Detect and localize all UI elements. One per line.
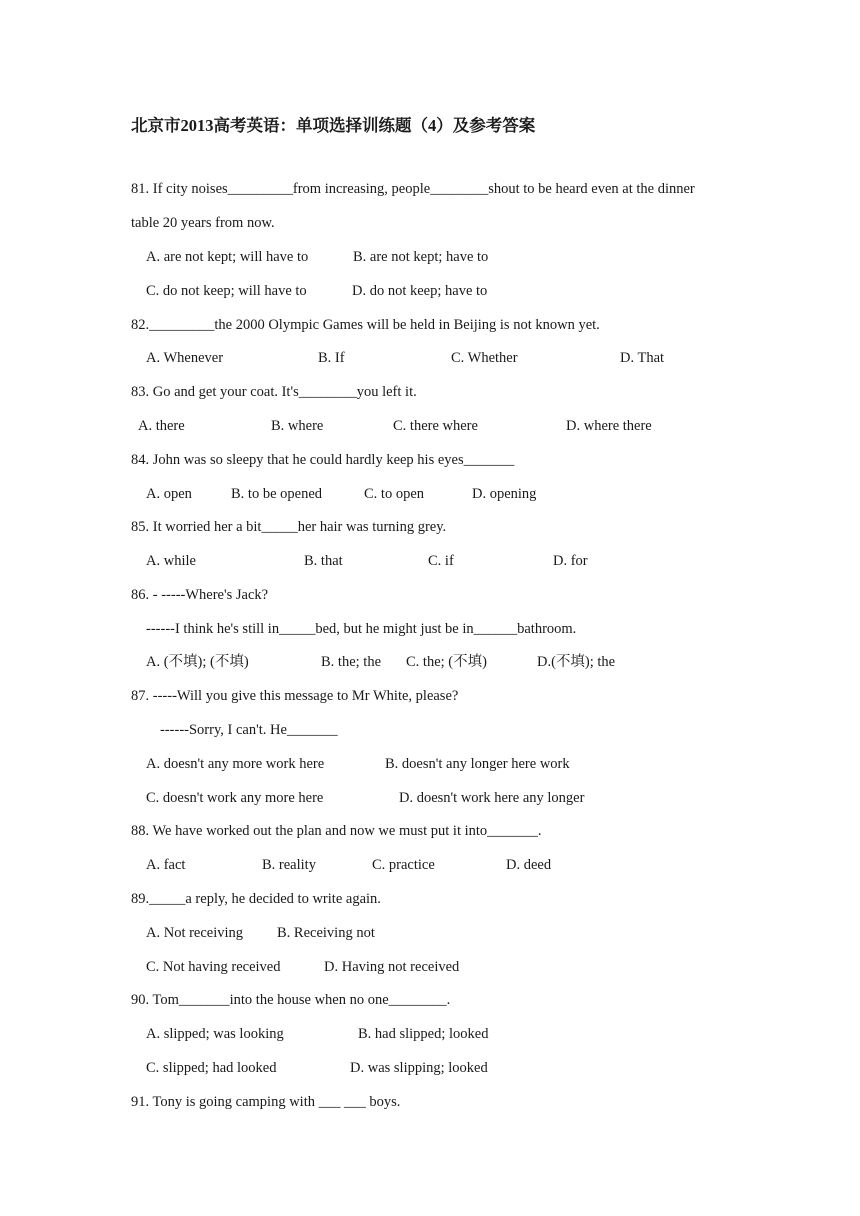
answer-option: D. do not keep; have to xyxy=(352,283,488,299)
answer-option: C. do not keep; will have to xyxy=(146,283,307,299)
answer-option: B. are not kept; have to xyxy=(353,249,489,265)
question-line: 84. John was so sleepy that he could hardly keep his eyes_______ xyxy=(131,452,515,468)
answer-option: A. open xyxy=(146,486,192,502)
question-line: 88. We have worked out the plan and now we must put it into_______. xyxy=(131,823,542,839)
answer-option: B. to be opened xyxy=(231,486,323,502)
answer-option: C. Not having received xyxy=(146,959,281,975)
answer-option: A. fact xyxy=(146,857,186,873)
answer-option: D. Having not received xyxy=(324,959,460,975)
question-line: 91. Tony is going camping with ___ ___ boys. xyxy=(131,1094,401,1110)
answer-option: A. while xyxy=(146,553,196,569)
answer-option: A. (不填); (不填) xyxy=(146,654,249,670)
answer-option: B. that xyxy=(304,553,343,569)
answer-option: C. practice xyxy=(372,857,435,873)
question-line: 87. -----Will you give this message to Mr White, please? xyxy=(131,688,459,704)
answer-option: B. reality xyxy=(262,857,316,873)
answer-option: B. where xyxy=(271,418,324,434)
answer-option: C. doesn't work any more here xyxy=(146,790,324,806)
question-line: 82._________the 2000 Olympic Games will be held in Beijing is not known yet. xyxy=(131,317,600,333)
answer-option: C. to open xyxy=(364,486,425,502)
answer-option: C. if xyxy=(428,553,454,569)
answer-option: C. there where xyxy=(393,418,478,434)
answer-option: D. where there xyxy=(566,418,652,434)
answer-option: D. opening xyxy=(472,486,537,502)
answer-option: D. for xyxy=(553,553,588,569)
answer-option: C. Whether xyxy=(451,350,518,366)
answer-option: A. there xyxy=(138,418,185,434)
question-line: 89._____a reply, he decided to write again. xyxy=(131,891,381,907)
question-line: ------I think he's still in_____bed, but he might just be in______bathroom. xyxy=(146,621,577,637)
answer-option: A. doesn't any more work here xyxy=(146,756,325,772)
answer-option: A. are not kept; will have to xyxy=(146,249,309,265)
answer-option: B. doesn't any longer here work xyxy=(385,756,570,772)
document-title: 北京市2013高考英语：单项选择训练题（4）及参考答案 xyxy=(131,116,536,135)
question-line: 83. Go and get your coat. It's________you left it. xyxy=(131,384,417,400)
answer-option: D. deed xyxy=(506,857,552,873)
answer-option: A. Not receiving xyxy=(146,925,244,941)
question-line: 86. - -----Where's Jack? xyxy=(131,587,269,603)
answer-option: D.(不填); the xyxy=(537,654,616,670)
answer-option: D. doesn't work here any longer xyxy=(399,790,585,806)
question-line: table 20 years from now. xyxy=(131,215,275,231)
answer-option: B. the; the xyxy=(321,654,382,670)
answer-option: C. the; (不填) xyxy=(406,654,487,670)
answer-option: A. Whenever xyxy=(146,350,224,366)
answer-option: D. was slipping; looked xyxy=(350,1060,488,1076)
answer-option: B. Receiving not xyxy=(277,925,375,941)
answer-option: C. slipped; had looked xyxy=(146,1060,277,1076)
answer-option: A. slipped; was looking xyxy=(146,1026,284,1042)
question-line: 81. If city noises_________from increasing, people________shout to be heard even at the dinner xyxy=(131,181,695,197)
answer-option: B. If xyxy=(318,350,345,366)
question-line: 90. Tom_______into the house when no one________. xyxy=(131,992,451,1008)
question-line: ------Sorry, I can't. He_______ xyxy=(160,722,338,738)
answer-option: D. That xyxy=(620,350,665,366)
question-line: 85. It worried her a bit_____her hair was turning grey. xyxy=(131,519,447,535)
answer-option: B. had slipped; looked xyxy=(358,1026,489,1042)
